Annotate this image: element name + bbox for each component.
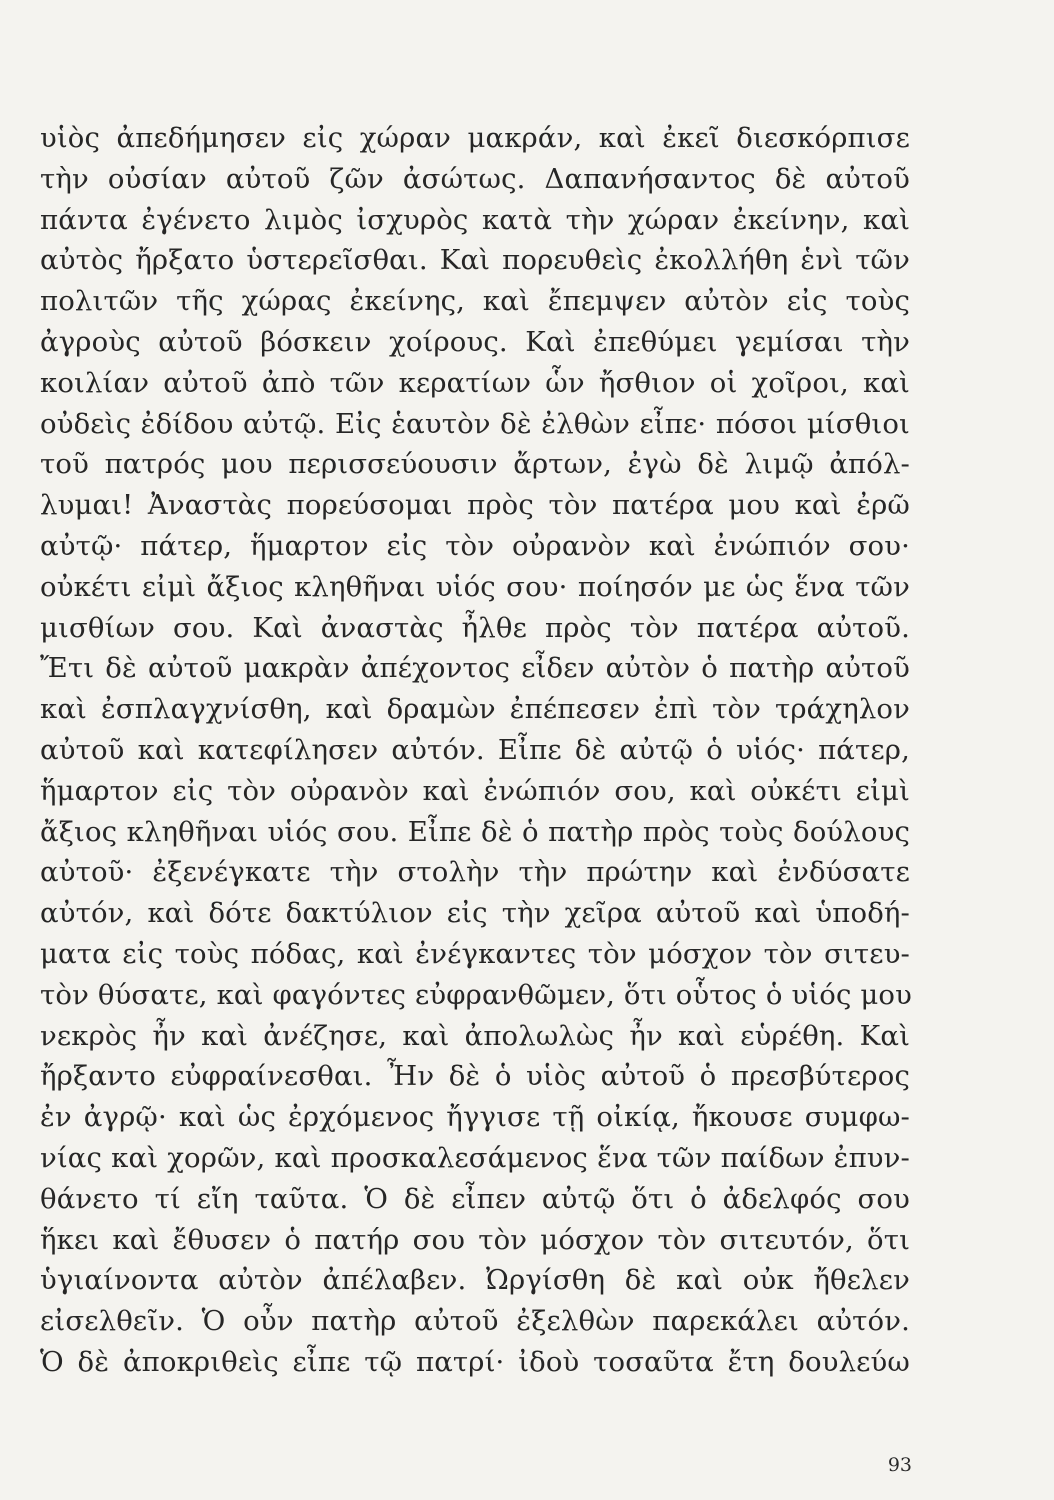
text-line: ἐν ἀγρῷ· καὶ ὡς ἐρχόμενος ἤγγισε τῇ οἰκίᾳ, ἤκουσε συμφω-: [40, 1101, 910, 1134]
text-line: οὐδεὶς ἐδίδου αὐτῷ. Εἰς ἑαυτὸν δὲ ἐλθὼν εἶπε· πόσοι μίσθιοι: [40, 407, 910, 440]
text-line: ματα εἰς τοὺς πόδας, καὶ ἐνέγκαντες τὸν μόσχον τὸν σιτευ-: [40, 937, 910, 970]
text-line: κοιλίαν αὐτοῦ ἀπὸ τῶν κερατίων ὧν ἤσθιον οἱ χοῖροι, καὶ: [40, 366, 910, 399]
text-line: μισθίων σου. Καὶ ἀναστὰς ἦλθε πρὸς τὸν πατέρα αὐτοῦ.: [40, 611, 910, 644]
text-line: ὑγιαίνοντα αὐτὸν ἀπέλαβεν. Ὠργίσθη δὲ καὶ οὐκ ἤθελεν: [40, 1264, 910, 1297]
text-line: Ἔτι δὲ αὐτοῦ μακρὰν ἀπέχοντος εἶδεν αὐτὸν ὁ πατὴρ αὐτοῦ: [40, 652, 910, 685]
text-line: τὸν θύσατε, καὶ φαγόντες εὐφρανθῶμεν, ὅτι οὗτος ὁ υἱός μου: [40, 978, 913, 1011]
text-line: θάνετο τί εἴη ταῦτα. Ὁ δὲ εἶπεν αὐτῷ ὅτι ὁ ἀδελφός σου: [40, 1182, 910, 1215]
text-line: Ὁ δὲ ἀποκριθεὶς εἶπε τῷ πατρί· ἰδοὺ τοσαῦτα ἔτη δουλεύω: [40, 1345, 910, 1378]
text-line: υἱὸς ἀπεδήμησεν εἰς χώραν μακράν, καὶ ἐκεῖ διεσκόρπισε: [40, 122, 910, 154]
text-line: νεκρὸς ἦν καὶ ἀνέζησε, καὶ ἀπολωλὼς ἦν καὶ εὑρέθη. Καὶ: [40, 1019, 910, 1052]
text-line: ἥκει καὶ ἔθυσεν ὁ πατήρ σου τὸν μόσχον τὸν σιτευτόν, ὅτι: [40, 1223, 910, 1256]
text-line: πολιτῶν τῆς χώρας ἐκείνης, καὶ ἔπεμψεν αὐτὸν εἰς τοὺς: [40, 285, 910, 318]
text-line: ἄξιος κληθῆναι υἱός σου. Εἶπε δὲ ὁ πατὴρ πρὸς τοὺς δούλους: [40, 815, 910, 848]
text-line: λυμαι! Ἀναστὰς πορεύσομαι πρὸς τὸν πατέρα μου καὶ ἐρῶ: [40, 489, 910, 522]
text-line: τοῦ πατρός μου περισσεύουσιν ἄρτων, ἐγὼ δὲ λιμῷ ἀπόλ-: [40, 448, 910, 481]
text-line: αὐτόν, καὶ δότε δακτύλιον εἰς τὴν χεῖρα αὐτοῦ καὶ ὑποδή-: [40, 897, 910, 930]
text-line: καὶ ἐσπλαγχνίσθη, καὶ δραμὼν ἐπέπεσεν ἐπὶ τὸν τράχηλον: [40, 693, 910, 726]
text-line: εἰσελθεῖν. Ὁ οὖν πατὴρ αὐτοῦ ἐξελθὼν παρεκάλει αὐτόν.: [40, 1305, 910, 1338]
text-line: αὐτοῦ καὶ κατεφίλησεν αὐτόν. Εἶπε δὲ αὐτῷ ὁ υἱός· πάτερ,: [40, 733, 910, 766]
text-line: αὐτὸς ἤρξατο ὑστερεῖσθαι. Καὶ πορευθεὶς ἐκολλήθη ἑνὶ τῶν: [40, 244, 910, 277]
text-line: οὐκέτι εἰμὶ ἄξιος κληθῆναι υἱός σου· ποίησόν με ὡς ἕνα τῶν: [40, 570, 910, 603]
text-line: ἥμαρτον εἰς τὸν οὐρανὸν καὶ ἐνώπιόν σου, καὶ οὐκέτι εἰμὶ: [40, 774, 910, 807]
text-line: τὴν οὐσίαν αὐτοῦ ζῶν ἀσώτως. Δαπανήσαντος δὲ αὐτοῦ: [40, 162, 910, 195]
text-line: αὐτοῦ· ἐξενέγκατε τὴν στολὴν τὴν πρώτην καὶ ἐνδύσατε: [40, 856, 910, 889]
page-number: 93: [887, 1454, 912, 1476]
text-line: ἤρξαντο εὐφραίνεσθαι. Ἦν δὲ ὁ υἱὸς αὐτοῦ ὁ πρεσβύτερος: [40, 1060, 910, 1093]
body-text: [40, 118, 920, 1383]
text-line: πάντα ἐγένετο λιμὸς ἰσχυρὸς κατὰ τὴν χώραν ἐκείνην, καὶ: [40, 203, 910, 236]
text-line: αὐτῷ· πάτερ, ἥμαρτον εἰς τὸν οὐρανὸν καὶ ἐνώπιόν σου·: [40, 529, 910, 562]
text-line: ἀγροὺς αὐτοῦ βόσκειν χοίρους. Καὶ ἐπεθύμει γεμίσαι τὴν: [40, 325, 910, 358]
text-line: νίας καὶ χορῶν, καὶ προσκαλεσάμενος ἕνα τῶν παίδων ἐπυν-: [40, 1141, 910, 1174]
